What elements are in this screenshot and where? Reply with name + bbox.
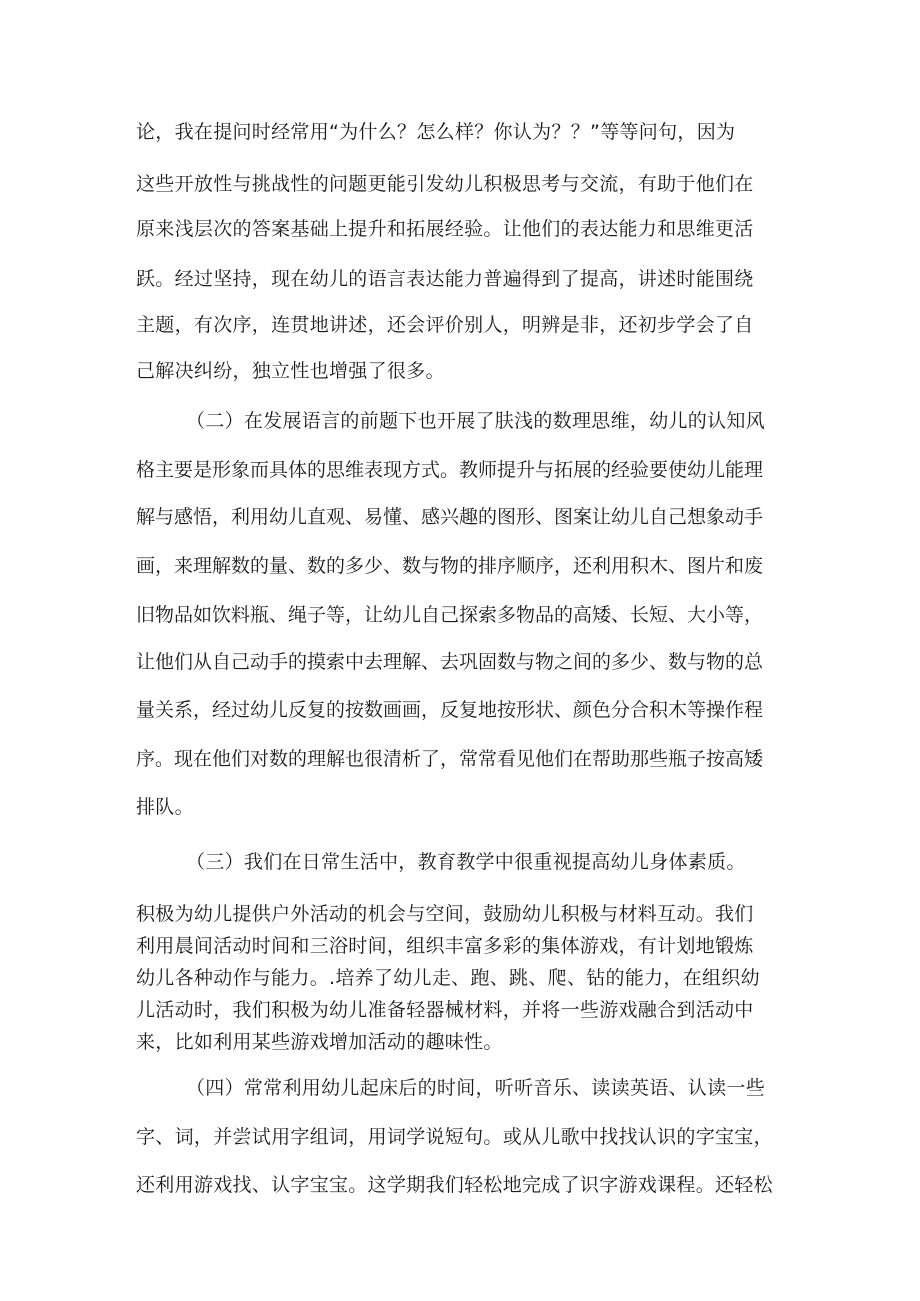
text-line: 序。现在他们对数的理解也很清析了，常常看见他们在帮助那些瓶子按高矮: [136, 748, 764, 770]
text-line: 儿活动时，我们积极为幼儿准备轻器械材料，并将一些游戏融合到活动中: [136, 999, 754, 1021]
text-line: 排队。: [136, 796, 194, 818]
text-line: 字、词，并尝试用字组词，用词学说短句。或从儿歌中找找认识的字宝宝，: [136, 1126, 773, 1148]
text-line: 这些开放性与挑战性的问题更能引发幼儿积极思考与交流，有助于他们在: [136, 173, 754, 195]
text-line: （二）在发展语言的前题下也开展了肤浅的数理思维，幼儿的认知风: [186, 410, 766, 432]
text-line: 积极为幼儿提供户外活动的机会与空间，鼓励幼儿积极与材料互动。我们: [136, 903, 754, 925]
text-line: 让他们从自己动手的摸索中去理解、去巩固数与物之间的多少、数与物的总: [136, 651, 764, 673]
text-line: 量关系，经过幼儿反复的按数画画，反复地按形状、颜色分合积木等操作程: [136, 699, 764, 721]
text-line: 己解决纠纷，独立性也增强了很多。: [136, 360, 445, 382]
text-line: 原来浅层次的答案基础上提升和拓展经验。让他们的表达能力和思维更活: [136, 218, 754, 240]
text-line: 利用晨间活动时间和三浴时间，组织丰富多彩的集体游戏，有计划地锻炼: [136, 935, 754, 957]
text-line: 来，比如利用某些游戏增加活动的趣味性。: [136, 1031, 503, 1053]
text-line: 跃。经过坚持，现在幼儿的语言表达能力普遍得到了提高，讲述时能围绕: [136, 268, 754, 290]
text-line: 解与感悟，利用幼儿直观、易懂、感兴趣的图形、图案让幼儿自己想象动手: [136, 506, 764, 528]
text-line: （四）常常利用幼儿起床后的时间，听听音乐、读读英语、认读一些: [186, 1077, 766, 1099]
text-line: 主题，有次序，连贯地讲述，还会评价别人，明辨是非，还初步学会了自: [136, 314, 754, 336]
text-line: 还利用游戏找、认字宝宝。这学期我们轻松地完成了识字游戏课程。还轻松: [136, 1174, 773, 1196]
text-line: 论，我在提问时经常用“为什么？怎么样？你认为？？”等等问句，因为: [136, 121, 736, 143]
text-line: 旧物品如饮料瓶、绳子等，让幼儿自己探索多物品的高矮、长短、大小等，: [136, 604, 764, 626]
text-line: 格主要是形象而具体的思维表现方式。教师提升与拓展的经验要使幼儿能理: [136, 459, 764, 481]
text-line: 画，来理解数的量、数的多少、数与物的排序顺序，还利用积木、图片和废: [136, 555, 764, 577]
text-line: （三）我们在日常生活中，教育教学中很重视提高幼儿身体素质。: [186, 851, 746, 873]
text-line: 幼儿各种动作与能力。.培养了幼儿走、跑、跳、爬、钻的能力，在组织幼: [136, 967, 760, 989]
